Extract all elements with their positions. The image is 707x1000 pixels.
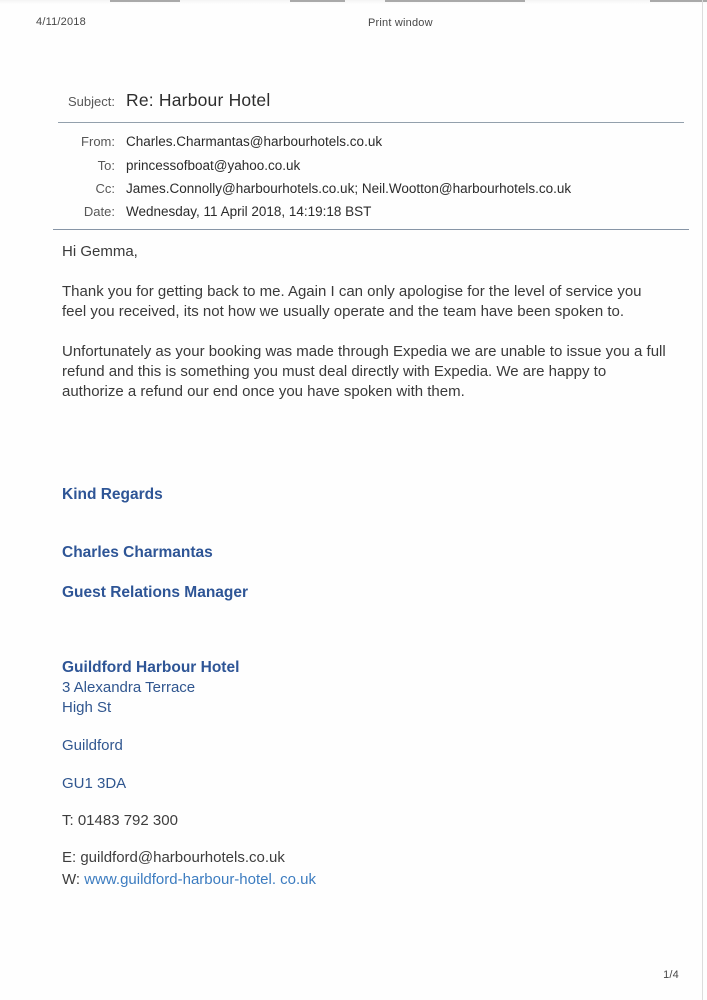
from-row: [58, 130, 684, 153]
scan-edge-right: [702, 0, 703, 1000]
signature-address-line2: High St: [62, 699, 112, 716]
signature-company: Guildford Harbour Hotel: [62, 659, 240, 676]
cc-value: James.Connolly@harbourhotels.co.uk; Neil.Wootton@harbourhotels.co.uk: [126, 180, 572, 196]
date-value: Wednesday, 11 April 2018, 14:19:18 BST: [126, 204, 372, 220]
header-divider-top: [58, 122, 684, 123]
signature-name: Charles Charmantas: [62, 544, 213, 561]
signature-web-prefix: W:: [62, 871, 85, 888]
scan-artifact: [110, 0, 180, 2]
signature-postcode: GU1 3DA: [62, 775, 127, 792]
scan-edge-top: [0, 0, 707, 4]
from-value: Charles.Charmantas@harbourhotels.co.uk: [126, 134, 383, 150]
signature-closing: Kind Regards: [62, 486, 163, 503]
page-number: 1/4: [663, 969, 679, 981]
email-body: [62, 242, 668, 402]
signature-address-line1: 3 Alexandra Terrace: [62, 679, 196, 696]
print-date: 4/11/2018: [36, 16, 86, 28]
cc-label: Cc:: [95, 180, 115, 196]
signature-phone: T: 01483 792 300: [62, 812, 178, 829]
subject-row: [58, 90, 684, 111]
header-divider-bottom: [53, 229, 689, 230]
to-label: To:: [97, 157, 115, 173]
to-row: [58, 153, 684, 176]
body-paragraph-1: Thank you for getting back to me. Again I can only apologise for the level of service you feel you received, its not how we usually operate and the team have been spoken to.: [62, 283, 642, 320]
signature-web-row: [62, 870, 622, 890]
from-label: From:: [81, 134, 115, 150]
to-value: princessofboat@yahoo.co.uk: [126, 157, 301, 173]
print-window-title: Print window: [368, 17, 433, 29]
scan-artifact: [385, 0, 525, 2]
scan-artifact: [290, 0, 345, 2]
subject-value: Re: Harbour Hotel: [126, 90, 271, 110]
email-signature: [62, 485, 622, 890]
date-label: Date:: [83, 204, 115, 220]
date-row: [58, 200, 684, 223]
cc-row: [58, 177, 684, 200]
scan-artifact: [650, 0, 707, 2]
email-header: [58, 90, 684, 237]
signature-city: Guildford: [62, 737, 123, 754]
subject-label: Subject:: [68, 94, 115, 109]
signature-email: E: guildford@harbourhotels.co.uk: [62, 849, 285, 866]
signature-website-link[interactable]: www.guildford-harbour-hotel. co.uk: [84, 871, 317, 888]
signature-job-title: Guest Relations Manager: [62, 584, 249, 601]
greeting: Hi Gemma,: [62, 243, 138, 260]
body-paragraph-2: Unfortunately as your booking was made through Expedia we are unable to issue you a full refund and this is something you must deal directly with Expedia. We are happy to authorize a refund our end once you have spoken with them.: [62, 343, 666, 400]
